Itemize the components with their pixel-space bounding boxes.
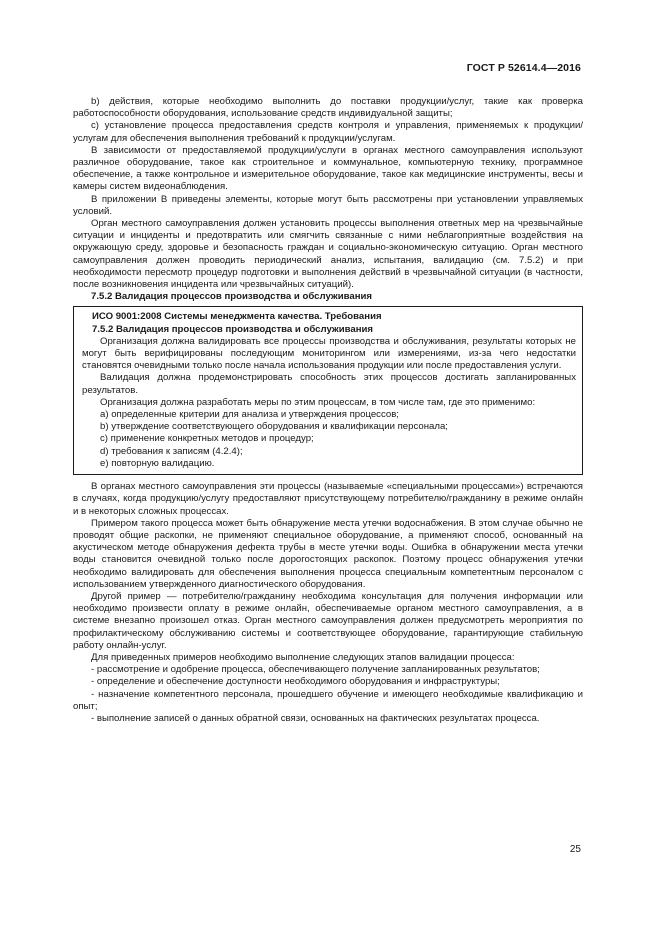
iso-quote-box bbox=[73, 306, 583, 475]
paragraph: В зависимости от предоставляемой продукции/услуги в органах местного самоуправления используют различное оборудование, такое как строительное и коммунальное, компьютерную технику, программное обеспечение, а также контрольное и измерительное оборудование, такое как медицинские инструменты, весы и камеры систем видеонаблюдения. bbox=[73, 144, 583, 193]
iso-box-paragraph: Валидация должна продемонстрировать способность этих процессов достигать запланированных результатов. bbox=[82, 372, 576, 396]
iso-box-title: ИСО 9001:2008 Системы менеджмента качества. Требования bbox=[92, 311, 382, 323]
iso-box-list-item: b) утверждение соответствующего оборудования и квалификации персонала; bbox=[100, 421, 448, 433]
paragraph: В приложении В приведены элементы, которые могут быть рассмотрены при установлении управляемых условий. bbox=[73, 193, 583, 217]
iso-box-paragraph: Организация должна валидировать все процессы производства и обслуживания, результаты которых не могут быть верифицированы последующим мониторингом или измерениями, из-за чего недостатки становятся очевидными только после начала использования продукции или после предоставления услуги. bbox=[82, 335, 576, 372]
paragraph: Другой пример — потребителю/гражданину необходима консультация для получения информации или необходимо произвести оплату в режиме онлайн, обеспечиваемые органом местного самоуправления, а в системе внезапно произошел отказ. Орган местного самоуправления должен предусмотреть мероприятия по профилактическому обслуживанию системы и соответствующее оборудование, гарантирующие стабильную работу онлайн-услуг. bbox=[73, 590, 583, 651]
validation-step: - назначение компетентного персонала, прошедшего обучение и имеющего необходимые квалификацию и опыт; bbox=[73, 688, 583, 712]
validation-step: - определение и обеспечение доступности необходимого оборудования и инфраструктуры; bbox=[91, 676, 500, 688]
iso-box-list-item: a) определенные критерии для анализа и утверждения процессов; bbox=[100, 409, 399, 421]
document-code: ГОСТ Р 52614.4—2016 bbox=[466, 62, 581, 74]
iso-box-list-item: d) требования к записям (4.2.4); bbox=[100, 445, 243, 457]
paragraph: c) установление процесса предоставления средств контроля и управления, применяемых к продукции/услугам для обеспечения выполнения требований к продукции/услугам. bbox=[73, 120, 583, 144]
paragraph: Примером такого процесса может быть обнаружение места утечки водоснабжения. В этом случае обычно не проводят общие раскопки, не применяют специальное оборудование, а применяют способ, основанный на акустическом методе обнаружения дефекта трубы в месте утечки воды. Ошибка в обнаружении места утечки воды становится очевидной только после дорогостоящих раскопок. Поэтому процесс обнаружения утечки необходимо валидировать для обеспечения выполнения процесса специальным компетентным персоналом с использованием утвержденного диагностического оборудования. bbox=[73, 517, 583, 590]
paragraph: Для приведенных примеров необходимо выполнение следующих этапов валидации процесса: bbox=[91, 651, 515, 663]
iso-box-subtitle: 7.5.2 Валидация процессов производства и обслуживания bbox=[92, 323, 373, 335]
validation-step: - рассмотрение и одобрение процесса, обеспечивающего получение запланированных результатов; bbox=[91, 664, 540, 676]
paragraph: Орган местного самоуправления должен установить процессы выполнения ответных мер на чрезвычайные ситуации и инциденты и предотвратить или смягчить связанные с ними неблагоприятные воздействия на окружающую среду, здоровье и безопасность граждан и социально-экономическую ситуацию. Орган местного самоуправления должен проводить периодический анализ, испытания, валидацию (см. 7.5.2) и при необходимости пересмотр процедур подготовки и выполнения действий в чрезвычайной ситуации (в частности, после возникновения инцидента или чрезвычайных ситуаций). bbox=[73, 218, 583, 291]
iso-box-list-item: e) повторную валидацию. bbox=[100, 457, 215, 469]
iso-box-paragraph: Организация должна разработать меры по этим процессам, в том числе там, где это применимо: bbox=[100, 396, 536, 408]
paragraph: В органах местного самоуправления эти процессы (называемые «специальными процессами») встречаются в случаях, когда продукцию/услугу предоставляют присутствующему потребителю/гражданину в режиме онлайн и в некоторых сложных процессах. bbox=[73, 481, 583, 517]
paragraph: b) действия, которые необходимо выполнить до поставки продукции/услуг, такие как проверка работоспособности оборудования, использование средств индивидуальной защиты; bbox=[73, 96, 583, 120]
page-number: 25 bbox=[569, 844, 581, 855]
section-heading: 7.5.2 Валидация процессов производства и обслуживания bbox=[91, 291, 372, 303]
iso-box-list-item: c) применение конкретных методов и процедур; bbox=[100, 433, 314, 445]
validation-step: - выполнение записей о данных обратной связи, основанных на фактических результатах процесса. bbox=[91, 712, 540, 724]
page-content bbox=[73, 96, 583, 725]
